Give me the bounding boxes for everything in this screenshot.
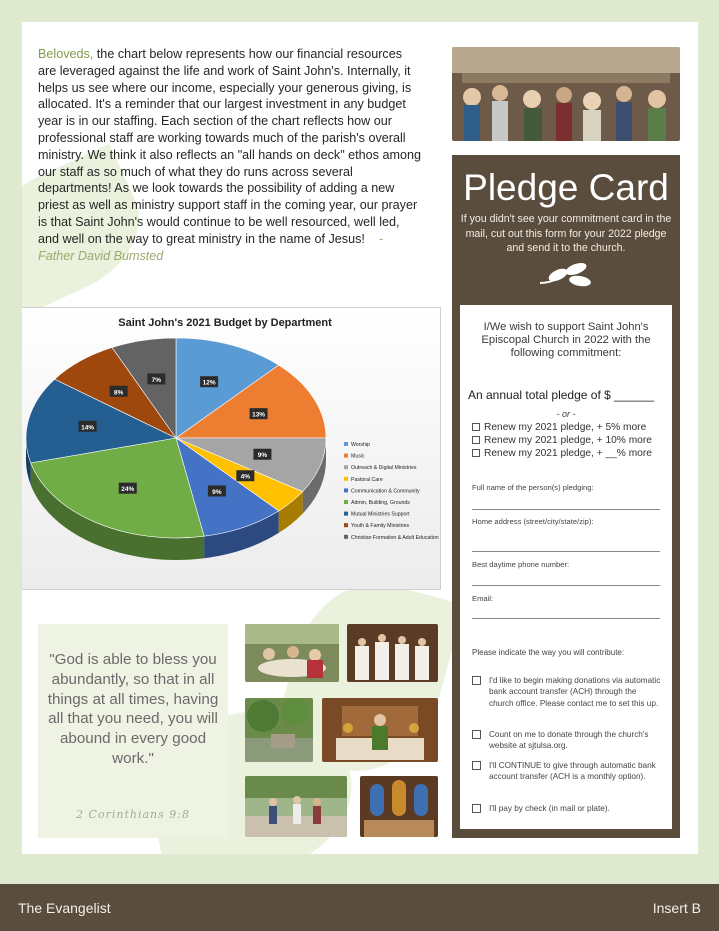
walk-photo <box>245 776 347 837</box>
checkbox-icon[interactable] <box>472 804 481 813</box>
legend-label: Music <box>351 453 365 460</box>
chart-title: Saint John's 2021 Budget by Department <box>118 317 332 329</box>
legend-swatch <box>344 477 348 481</box>
footer-publication: The Evangelist <box>18 900 111 916</box>
annual-pledge-label[interactable]: An annual total pledge of $ ______ <box>468 388 655 402</box>
checkbox-icon[interactable] <box>472 436 480 444</box>
data-label: 14% <box>81 424 95 432</box>
data-label: 7% <box>151 376 162 384</box>
stained-glass-photo <box>360 776 438 837</box>
page-footer <box>0 884 719 931</box>
budget-pie-chart <box>22 308 442 591</box>
ach-begin-label: I'd like to begin making donations via automatic bank account transfer (ACH) through the church office. Please contact me to set this up. <box>489 676 661 708</box>
legend-swatch <box>344 454 348 458</box>
checkbox-icon[interactable] <box>472 423 480 431</box>
ach-begin-option[interactable] <box>472 675 662 709</box>
stained-glass-photo-image <box>360 776 438 837</box>
legend-label: Mutual Ministries Support <box>351 511 410 518</box>
name-field[interactable] <box>472 509 660 510</box>
parish-event-photo <box>452 47 680 141</box>
legend-swatch <box>344 500 348 504</box>
legend-swatch <box>344 535 348 539</box>
newsletter-page <box>22 22 698 854</box>
website-label: Count on me to donate through the church's website at sjtulsa.org. <box>489 730 649 751</box>
contribute-prompt: Please indicate the way you will contribute: <box>472 648 625 657</box>
intro-signature: - Father David Bumsted <box>38 231 384 263</box>
legend-swatch <box>344 488 348 492</box>
legend-swatch <box>344 442 348 446</box>
legend-label: Worship <box>351 442 370 448</box>
check-label: I'll pay by check (in mail or plate). <box>489 804 610 813</box>
renew-custom-label: Renew my 2021 pledge, + __% more <box>484 448 652 459</box>
or-divider: - or - <box>556 409 576 419</box>
renew-10-option[interactable] <box>472 435 652 446</box>
pledge-card <box>452 155 680 838</box>
ach-continue-option[interactable] <box>472 760 662 783</box>
legend-label: Christian Formation & Adult Education <box>351 534 439 541</box>
name-field-label: Full name of the person(s) pledging: <box>472 483 594 492</box>
renew-custom-option[interactable] <box>472 448 652 459</box>
intro-body: the chart below represents how our financial resources are leveraged against the life and work of Saint John's. Internally, it helps us see where our income, especially your generous giving, is allocated. It's a reminder that our largest investment in any budget year is in our staffing. Each section of the chart reflects how our professional staff are working towards much of the parish's overall ministry. We think it also reflects an "all hands on deck" ethos among our staff as so much of what they do runs across several departments! As we look towards the possibility of adding a new priest as well as ministry support staff in the coming year, our prayer is that Saint John's would continue to be well resourced, well led, and well on the way to great ministry in the name of Jesus! <box>38 47 421 246</box>
pledge-title: Pledge Card <box>463 167 669 208</box>
legend-label: Outreach & Digital Ministries <box>351 465 417 472</box>
intro-lead: Beloveds, <box>38 47 94 61</box>
footer-insert: Insert B <box>652 900 701 916</box>
legend-swatch <box>344 523 348 527</box>
checkbox-icon[interactable] <box>472 761 481 770</box>
legend-swatch <box>344 465 348 469</box>
legend-label: Pastoral Care <box>351 476 383 483</box>
data-label: 9% <box>257 452 268 460</box>
data-label: 4% <box>240 473 251 481</box>
scripture-quote <box>38 624 228 838</box>
walk-photo-image <box>245 776 347 837</box>
address-field[interactable] <box>472 551 660 552</box>
crowd-photo-image <box>452 47 680 141</box>
altar-photo-image <box>322 698 438 762</box>
website-option[interactable] <box>472 729 662 752</box>
checkbox-icon[interactable] <box>472 730 481 739</box>
data-label: 9% <box>212 488 222 496</box>
legend-label: Youth & Family Ministries <box>351 523 410 530</box>
meeting-photo <box>245 624 339 682</box>
renew-5-option[interactable] <box>472 422 646 433</box>
check-option[interactable] <box>472 803 662 814</box>
legend-label: Admin, Building, Grounds <box>351 500 410 506</box>
legend-swatch <box>344 512 348 516</box>
quote-text: "God is able to bless you abundantly, so that in all things at all times, having all that you need, you will abound in every good work." <box>47 651 219 767</box>
pledge-form <box>460 305 672 829</box>
garden-photo <box>245 698 313 762</box>
phone-field[interactable] <box>472 585 660 586</box>
phone-field-label: Best daytime phone number: <box>472 560 570 569</box>
renew-10-label: Renew my 2021 pledge, + 10% more <box>484 435 652 446</box>
pledge-subtitle: If you didn't see your commitment card in the mail, cut out this form for your 2022 pledge and send it to the church. <box>460 213 672 255</box>
email-field[interactable] <box>472 618 660 619</box>
checkbox-icon[interactable] <box>472 676 481 685</box>
budget-chart <box>22 307 441 590</box>
choir-photo <box>347 624 438 682</box>
intro-paragraph <box>38 46 422 264</box>
address-field-label: Home address (street/city/state/zip): <box>472 517 594 526</box>
pledge-intro: I/We wish to support Saint John's Episcopal Church in 2022 with the following commitment: <box>481 321 651 359</box>
email-field-label: Email: <box>472 594 494 603</box>
altar-photo <box>322 698 438 762</box>
leaf-icon <box>536 261 596 289</box>
garden-photo-image <box>245 698 313 762</box>
data-label: 13% <box>252 411 266 419</box>
quote-reference: 2 Corinthians 9:8 <box>76 808 190 821</box>
renew-5-label: Renew my 2021 pledge, + 5% more <box>484 422 647 433</box>
data-label: 24% <box>121 486 135 494</box>
checkbox-icon[interactable] <box>472 449 480 457</box>
legend-label: Communication & Community <box>351 488 420 495</box>
data-label: 12% <box>202 379 216 387</box>
meeting-photo-image <box>245 624 339 682</box>
ach-continue-label: I'll CONTINUE to give through automatic bank account transfer (ACH is a monthly option). <box>489 761 656 782</box>
data-label: 8% <box>113 389 124 397</box>
choir-photo-image <box>347 624 438 682</box>
